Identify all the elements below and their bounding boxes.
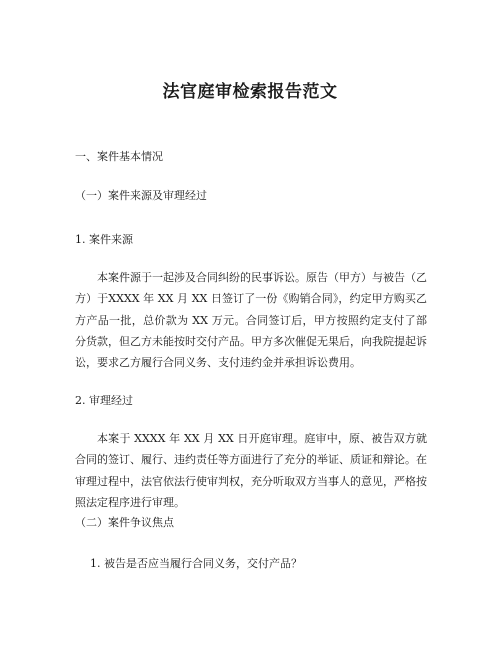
paragraph-case-source: 本案件源于一起涉及合同纠纷的民事诉讼。原告（甲方）与被告（乙方）于XXXX 年 XX 月 XX 日签订了一份《购销合同》，约定甲方购买乙方产品一批，总价款为 XX 万元。合同签订后，甲方按照约定支付了部分货款，但乙方未能按时交付产品。甲方多次催促无果后，向我院提起诉讼，要求乙方履行合同义务、支付违约金并承担诉讼费用。 bbox=[75, 271, 427, 370]
section-heading-basic-info: 一、案件基本情况 bbox=[75, 150, 163, 163]
dispute-item: 1. 被告是否应当履行合同义务，交付产品？ bbox=[90, 557, 302, 570]
subsection-heading-source-process: （一）案件来源及审理经过 bbox=[75, 189, 207, 202]
item-heading-trial-process: 2. 审理经过 bbox=[75, 394, 133, 407]
item-heading-case-source: 1. 案件来源 bbox=[75, 233, 133, 246]
paragraph-trial-process: 本案于 XXXX 年 XX 月 XX 日开庭审理。庭审中，原、被告双方就合同的签订、履行、违约责任等方面进行了充分的举证、质证和辩论。在审理过程中，法官依法行使审判权，充分听取双方当事人的意见，严格按照法定程序进行审理。 bbox=[75, 432, 427, 509]
document-title: 法官庭审检索报告范文 bbox=[162, 82, 338, 102]
subsection-heading-dispute-focus: （二）案件争议焦点 bbox=[75, 516, 174, 529]
